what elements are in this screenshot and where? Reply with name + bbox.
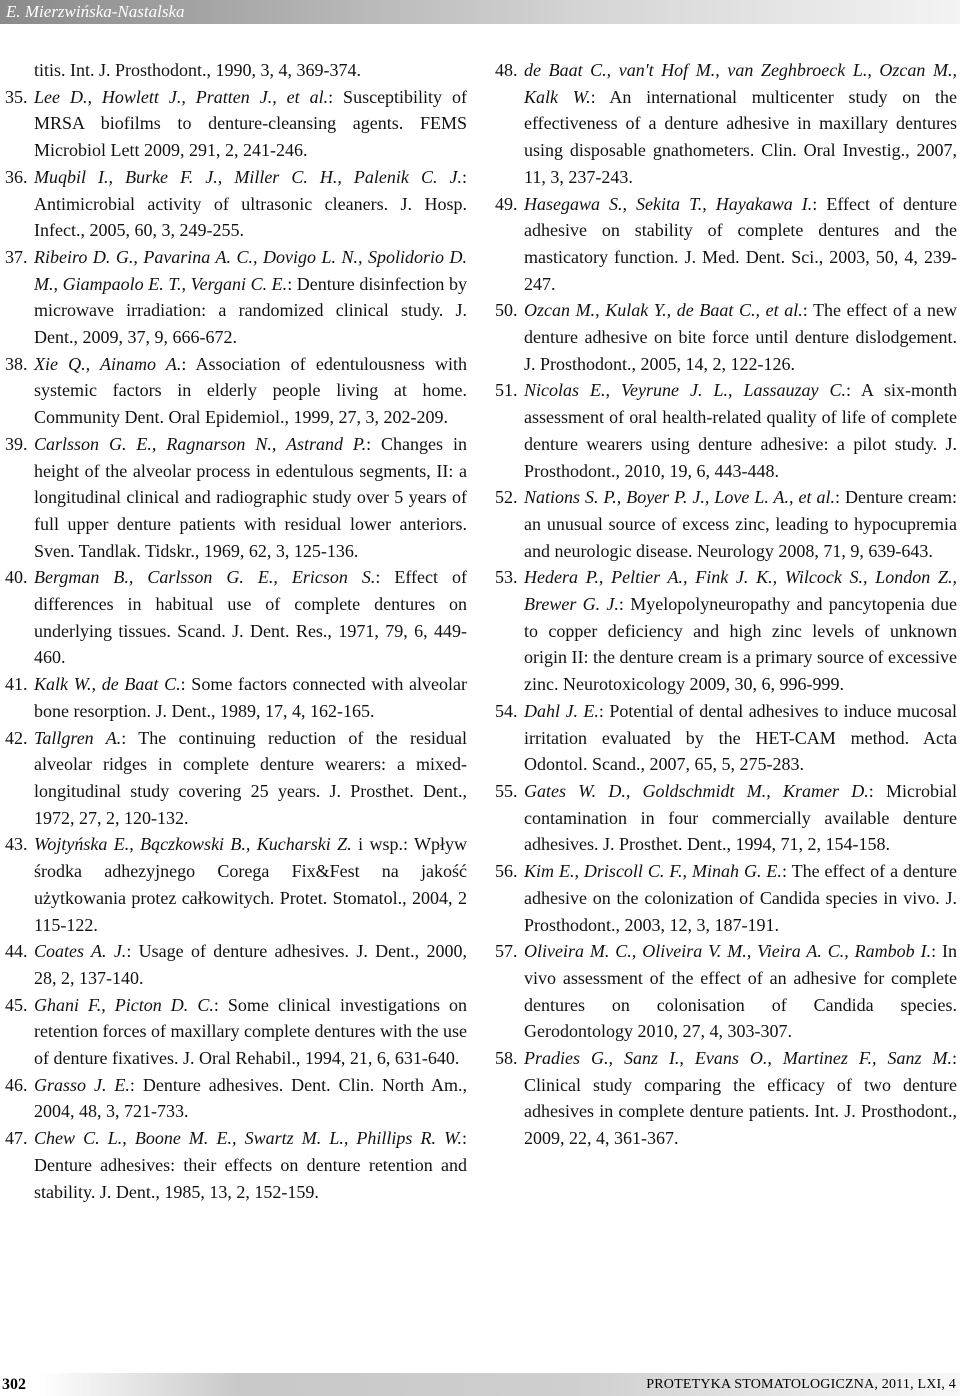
reference-details: : Effect of denture adhesive on stability of complete dentures and the masticatory function. J. Med. Dent. Sci., 2003, 50, 4, 239-247. [524, 193, 957, 294]
reference-details: : Susceptibility of MRSA biofilms to denture-cleansing agents. FEMS Microbiol Lett 2009, 291, 2, 241-246. [34, 86, 468, 161]
reference-number: 50. [495, 300, 518, 321]
reference-details: : An international multicenter study on the effectiveness of a denture adhesive in maxillary dentures using disposable gnathometers. Clin. Oral Investig., 2007, 11, 3, 237-243. [524, 86, 958, 187]
journal-footer: PROTETYKA STOMATOLOGICZNA, 2011, LXI, 4 [646, 1377, 956, 1392]
reference-authors: Muqbil I., Burke F. J., Miller C. H., Palenik C. J. [34, 166, 462, 187]
reference-details: : Some factors connected with alveolar bone resorption. J. Dent., 1989, 17, 4, 162-165. [34, 674, 467, 721]
reference-number: 56. [495, 861, 518, 882]
reference-number: 53. [495, 567, 518, 588]
reference-number: 35. [5, 86, 28, 107]
reference-number: 52. [495, 487, 518, 508]
reference-details: : The effect of a denture adhesive on the colonization of Candida species in vivo. J. Prosthodont., 2003, 12, 3, 187-191. [524, 861, 958, 935]
reference-item [5, 164, 467, 244]
reference-authors: Coates A. J. [34, 941, 127, 962]
reference-authors: Ribeiro D. G., Pavarina A. C., Dovigo L. N., Spolidorio D. M., Giampaolo E. T., Vergani C. E. [34, 246, 467, 294]
reference-details: : In vivo assessment of the effect of an adhesive for complete dentures on colonisation of Candida species. Gerodontology 2010, 27, 4, 303-307. [524, 941, 958, 1042]
reference-details: : Effect of differences in habitual use of complete dentures on underlying tissues. Scand. J. Dent. Res., 1971, 79, 6, 449-460. [34, 567, 467, 668]
reference-details: : The continuing reduction of the residual alveolar ridges in complete denture wearers: a mixed-longitudinal study covering 25 years. J. Prosthet. Dent., 1972, 27, 2, 120-132. [34, 727, 468, 828]
reference-authors: de Baat C., van't Hof M., van Zeghbroeck L., Ozcan M., Kalk W. [524, 60, 957, 107]
reference-details: : Microbial contamination in four commercially available denture adhesives. J. Prosthet. Dent., 1994, 71, 2, 154-158. [524, 780, 958, 855]
reference-item [495, 377, 957, 484]
reference-details: : Denture disinfection by microwave irradiation: a randomized clinical study. J. Dent., 2009, 37, 9, 666-672. [34, 273, 467, 348]
reference-number: 38. [5, 353, 28, 374]
reference-authors: Kim E., Driscoll C. F., Minah G. E. [524, 861, 782, 882]
reference-item [495, 297, 957, 377]
running-head: E. Mierzwińska-Nastalska [6, 2, 185, 21]
reference-item [5, 992, 467, 1072]
reference-item [5, 1125, 467, 1205]
reference-authors: Tallgren A. [34, 727, 122, 748]
reference-number: 41. [5, 674, 28, 695]
reference-authors: Gates W. D., Goldschmidt M., Kramer D. [524, 780, 869, 801]
reference-item [495, 778, 957, 858]
reference-number: 43. [5, 834, 28, 855]
reference-details: : Potential of dental adhesives to induce mucosal irritation evaluated by the HET-CAM method. Acta Odontol. Scand., 2007, 65, 5, 275-283. [524, 700, 958, 775]
reference-details: : Usage of denture adhesives. J. Dent., 2000, 28, 2, 137-140. [34, 941, 467, 988]
reference-item [5, 351, 467, 431]
reference-item [495, 57, 957, 191]
reference-number: 48. [495, 60, 518, 80]
reference-item [5, 938, 467, 991]
reference-details: : Some clinical investigations on retention forces of maxillary complete dentures with the use of denture fixatives. J. Oral Rehabil., 1994, 21, 6, 631-640. [34, 994, 468, 1069]
reference-authors: Hasegawa S., Sekita T., Hayakawa I. [524, 193, 813, 214]
reference-details: : Clinical study comparing the efficacy of two denture adhesives in complete denture patients. Int. J. Prosthodont., 2009, 22, 4, 361-367. [524, 1048, 957, 1149]
reference-authors: Grasso J. E. [34, 1074, 130, 1095]
reference-item [495, 938, 957, 1045]
reference-details: i wsp.: Wpływ środka adhezyjnego Corega Fix&Fest na jakość użytkowania protez całkowitych. Protet. Stomatol., 2004, 2 115-122. [34, 834, 467, 935]
reference-authors: Dahl J. E. [524, 700, 599, 721]
page-number: 302 [2, 1376, 26, 1393]
reference-number: 44. [5, 941, 28, 962]
reference-details: : Myelopolyneuropathy and pancytopenia due to copper deficiency and high zinc levels of unknown origin II: the denture cream is a primary source of excessive zinc. Neurotoxicology 2009, 30, 6, 996-999. [524, 594, 957, 695]
reference-number: 49. [495, 193, 518, 214]
reference-number: 55. [495, 780, 518, 801]
reference-item [5, 1072, 467, 1125]
reference-item [495, 484, 957, 564]
reference-item [5, 564, 467, 671]
reference-authors: Xie Q., Ainamo A. [34, 353, 182, 374]
reference-authors: Oliveira M. C., Oliveira V. M., Vieira A. C., Rambob I. [524, 941, 932, 962]
reference-authors: Nicolas E., Veyrune J. L., Lassauzay C. [524, 380, 846, 401]
reference-authors: Hedera P., Peltier A., Fink J. K., Wilcock S., London Z., Brewer G. J. [524, 567, 957, 615]
reference-item [5, 57, 467, 84]
reference-item [5, 831, 467, 938]
reference-authors: Kalk W., de Baat C. [34, 674, 181, 695]
reference-item [5, 244, 467, 351]
reference-number: 36. [5, 166, 28, 187]
reference-details: : Denture adhesives: their effects on denture retention and stability. J. Dent., 1985, 13, 2, 152-159. [34, 1128, 467, 1202]
reference-details: : The effect of a new denture adhesive on bite force until denture dislodgement. J. Prosthodont., 2005, 14, 2, 122-126. [524, 300, 958, 374]
reference-number: 45. [5, 994, 28, 1015]
reference-details: : Denture cream: an unusual source of excess zinc, leading to hypocupremia and neurologic disease. Neurology 2008, 71, 9, 639-643. [524, 487, 957, 561]
reference-authors: Carlsson G. E., Ragnarson N., Astrand P. [34, 433, 367, 454]
reference-authors: Chew C. L., Boone M. E., Swartz M. L., Phillips R. W. [34, 1128, 462, 1149]
reference-number: 46. [5, 1074, 28, 1095]
reference-authors: Pradies G., Sanz I., Evans O., Martinez F., Sanz M. [524, 1048, 952, 1069]
reference-authors: Nations S. P., Boyer P. J., Love L. A., et al. [524, 487, 836, 508]
reference-authors: Bergman B., Carlsson G. E., Ericson S. [34, 567, 376, 588]
reference-number: 51. [495, 380, 518, 401]
reference-item [5, 671, 467, 724]
reference-number: 39. [5, 433, 28, 454]
reference-details: : Association of edentulousness with systemic factors in elderly people living at home. Community Dent. Oral Epidemiol., 1999, 27, 3, 202-209. [34, 353, 467, 428]
reference-item [5, 84, 467, 164]
references-right-column [495, 57, 957, 1152]
reference-number: 54. [495, 700, 518, 721]
reference-authors: Ozcan M., Kulak Y., de Baat C., et al. [524, 300, 803, 321]
reference-details: : A six-month assessment of oral health-related quality of life of complete denture wearers using denture adhesive: a pilot study. J. Prosthodont., 2010, 19, 6, 443-448. [524, 380, 957, 481]
reference-details: : Changes in height of the alveolar process in edentulous segments, II: a longitudinal clinical and radiographic study over 5 years of full upper denture patients with residual lower anteriors. Sven. Tandlak. Tidskr., 1969, 62, 3, 125-136. [34, 433, 467, 561]
reference-item [495, 191, 957, 298]
reference-number: 42. [5, 727, 28, 748]
reference-details: titis. Int. J. Prosthodont., 1990, 3, 4, 369-374. [34, 60, 362, 80]
reference-item [495, 1045, 957, 1152]
reference-item [495, 564, 957, 698]
references-left-column [5, 57, 467, 1205]
reference-details: : Antimicrobial activity of ultrasonic cleaners. J. Hosp. Infect., 2005, 60, 3, 249-255. [34, 166, 467, 241]
reference-item [495, 698, 957, 778]
reference-details: : Denture adhesives. Dent. Clin. North Am., 2004, 48, 3, 721-733. [34, 1074, 468, 1122]
reference-authors: Ghani F., Picton D. C. [34, 994, 214, 1015]
reference-number: 58. [495, 1048, 518, 1069]
reference-authors: Lee D., Howlett J., Pratten J., et al. [34, 86, 329, 107]
reference-number: 37. [5, 246, 28, 267]
reference-item [495, 858, 957, 938]
reference-number: 57. [495, 941, 518, 962]
reference-authors: Wojtyńska E., Bączkowski B., Kucharski Z. [34, 834, 352, 855]
reference-item [5, 725, 467, 832]
reference-number: 40. [5, 567, 28, 588]
reference-number: 47. [5, 1128, 28, 1149]
reference-item [5, 431, 467, 565]
